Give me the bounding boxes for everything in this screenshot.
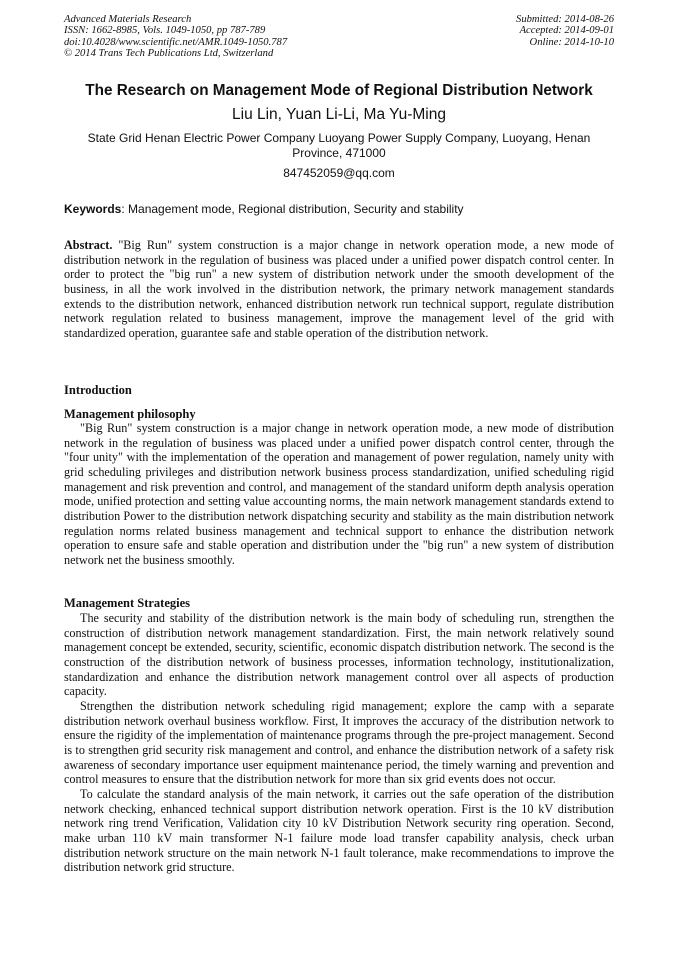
abstract-label: Abstract. bbox=[64, 238, 113, 252]
issn-line: ISSN: 1662-8985, Vols. 1049-1050, pp 787-789 bbox=[64, 25, 266, 37]
strategies-paragraph-1: The security and stability of the distribution network is the main body of scheduling run, strengthen the construction of distribution network management standardization. First, the main network relatively sound management concept be extended, security, scientific, economic dispatch distribution network. The second is the construction of the distribution network of business processes, information technology, institutionalization, standardization and enhance the distribution network management control over all aspects of production capacity. bbox=[64, 611, 614, 699]
doi-line: doi:10.4028/www.scientific.net/AMR.1049-1050.787 bbox=[64, 36, 288, 48]
abstract-text: "Big Run" system construction is a major change in network operation mode, a new mode of distribution network in the regulation of business was placed under a unified power dispatch control center. In order to protect the "big run" a new system of distribution network under the smooth development of the business, in all the work involved in the distribution network, the primary network management standards extends to the distribution network, enhanced distribution network run technical support, regulate distribution network regulation related to business management, improve the management level of the grid with standardized operation, guarantee safe and stable operation of the distribution network. bbox=[64, 238, 614, 340]
journal-header-right bbox=[516, 14, 614, 48]
accepted-date: Accepted: 2014-09-01 bbox=[519, 25, 614, 37]
abstract-paragraph bbox=[64, 238, 614, 341]
subsection-heading-philosophy: Management philosophy bbox=[64, 407, 196, 421]
keywords-label: Keywords bbox=[64, 202, 122, 216]
keywords-line bbox=[64, 202, 614, 217]
keywords-text: : Management mode, Regional distribution, Security and stability bbox=[121, 202, 464, 216]
copyright-line: © 2014 Trans Tech Publications Ltd, Switzerland bbox=[64, 48, 274, 60]
section-heading-introduction: Introduction bbox=[64, 383, 132, 397]
strategies-paragraph-3: To calculate the standard analysis of the main network, it carries out the safe operation of the distribution network checking, enhanced technical support distribution network operation. First is the 10 kV distribution network ring trend Verification, Validation city 10 kV Distribution Network security ring operation. Second, make urban 110 kV main transformer N-1 failure mode load transfer capability analysis, check urban distribution network structure on the main network N-1 fault tolerance, make recommendations to improve the distribution network grid structure. bbox=[64, 786, 614, 875]
author-email: 847452059@qq.com bbox=[283, 166, 395, 180]
paper-authors: Liu Lin, Yuan Li-Li, Ma Yu-Ming bbox=[232, 106, 446, 123]
paper-title: The Research on Management Mode of Regional Distribution Network bbox=[85, 82, 593, 99]
strategies-body bbox=[64, 611, 614, 875]
journal-header-left bbox=[64, 14, 287, 60]
author-affiliation: State Grid Henan Electric Power Company Luoyang Power Supply Company, Luoyang, Henan Province, 471000 bbox=[87, 131, 591, 160]
journal-name: Advanced Materials Research bbox=[64, 14, 192, 25]
online-date: Online: 2014-10-10 bbox=[529, 36, 614, 48]
submitted-date: Submitted: 2014-08-26 bbox=[516, 14, 614, 25]
strategies-paragraph-2: Strengthen the distribution network scheduling rigid management; explore the camp with a separate distribution network overhaul business workflow. First, It improves the accuracy of the distribution network to ensure the rigidity of the implementation of maintenance programs through the pre-project management. Second is to strengthen grid security risk management and control, and enhance the distribution network of a safety risk awareness of secondary importance user equipment maintenance period, the timely warning and prevention and control measures to ensure that the distribution network for more than six grid events does not occur. bbox=[64, 698, 614, 787]
philosophy-paragraph: "Big Run" system construction is a major change in network operation mode, a new mode of distribution network in the regulation of business was placed under a unified power dispatch control center, through the "four unity" with the implementation of the operation and management of power regulation, namely unity with grid scheduling privileges and distribution network business process standardization, unified scheduling rigid management and risk prevention and control, and management of the standard uniform depth analysis operation mode, unified protection and setting value accounting norms, the main network management standards extend to distribution Power to the distribution network dispatching security and stability as the main distribution network regulation norms related business management and technical support to enhance the distribution network operation to ensure safe and stable operation and distribution under the "big run" a new system of distribution network net the business smoothly. bbox=[64, 421, 614, 567]
subsection-heading-strategies: Management Strategies bbox=[64, 596, 191, 610]
